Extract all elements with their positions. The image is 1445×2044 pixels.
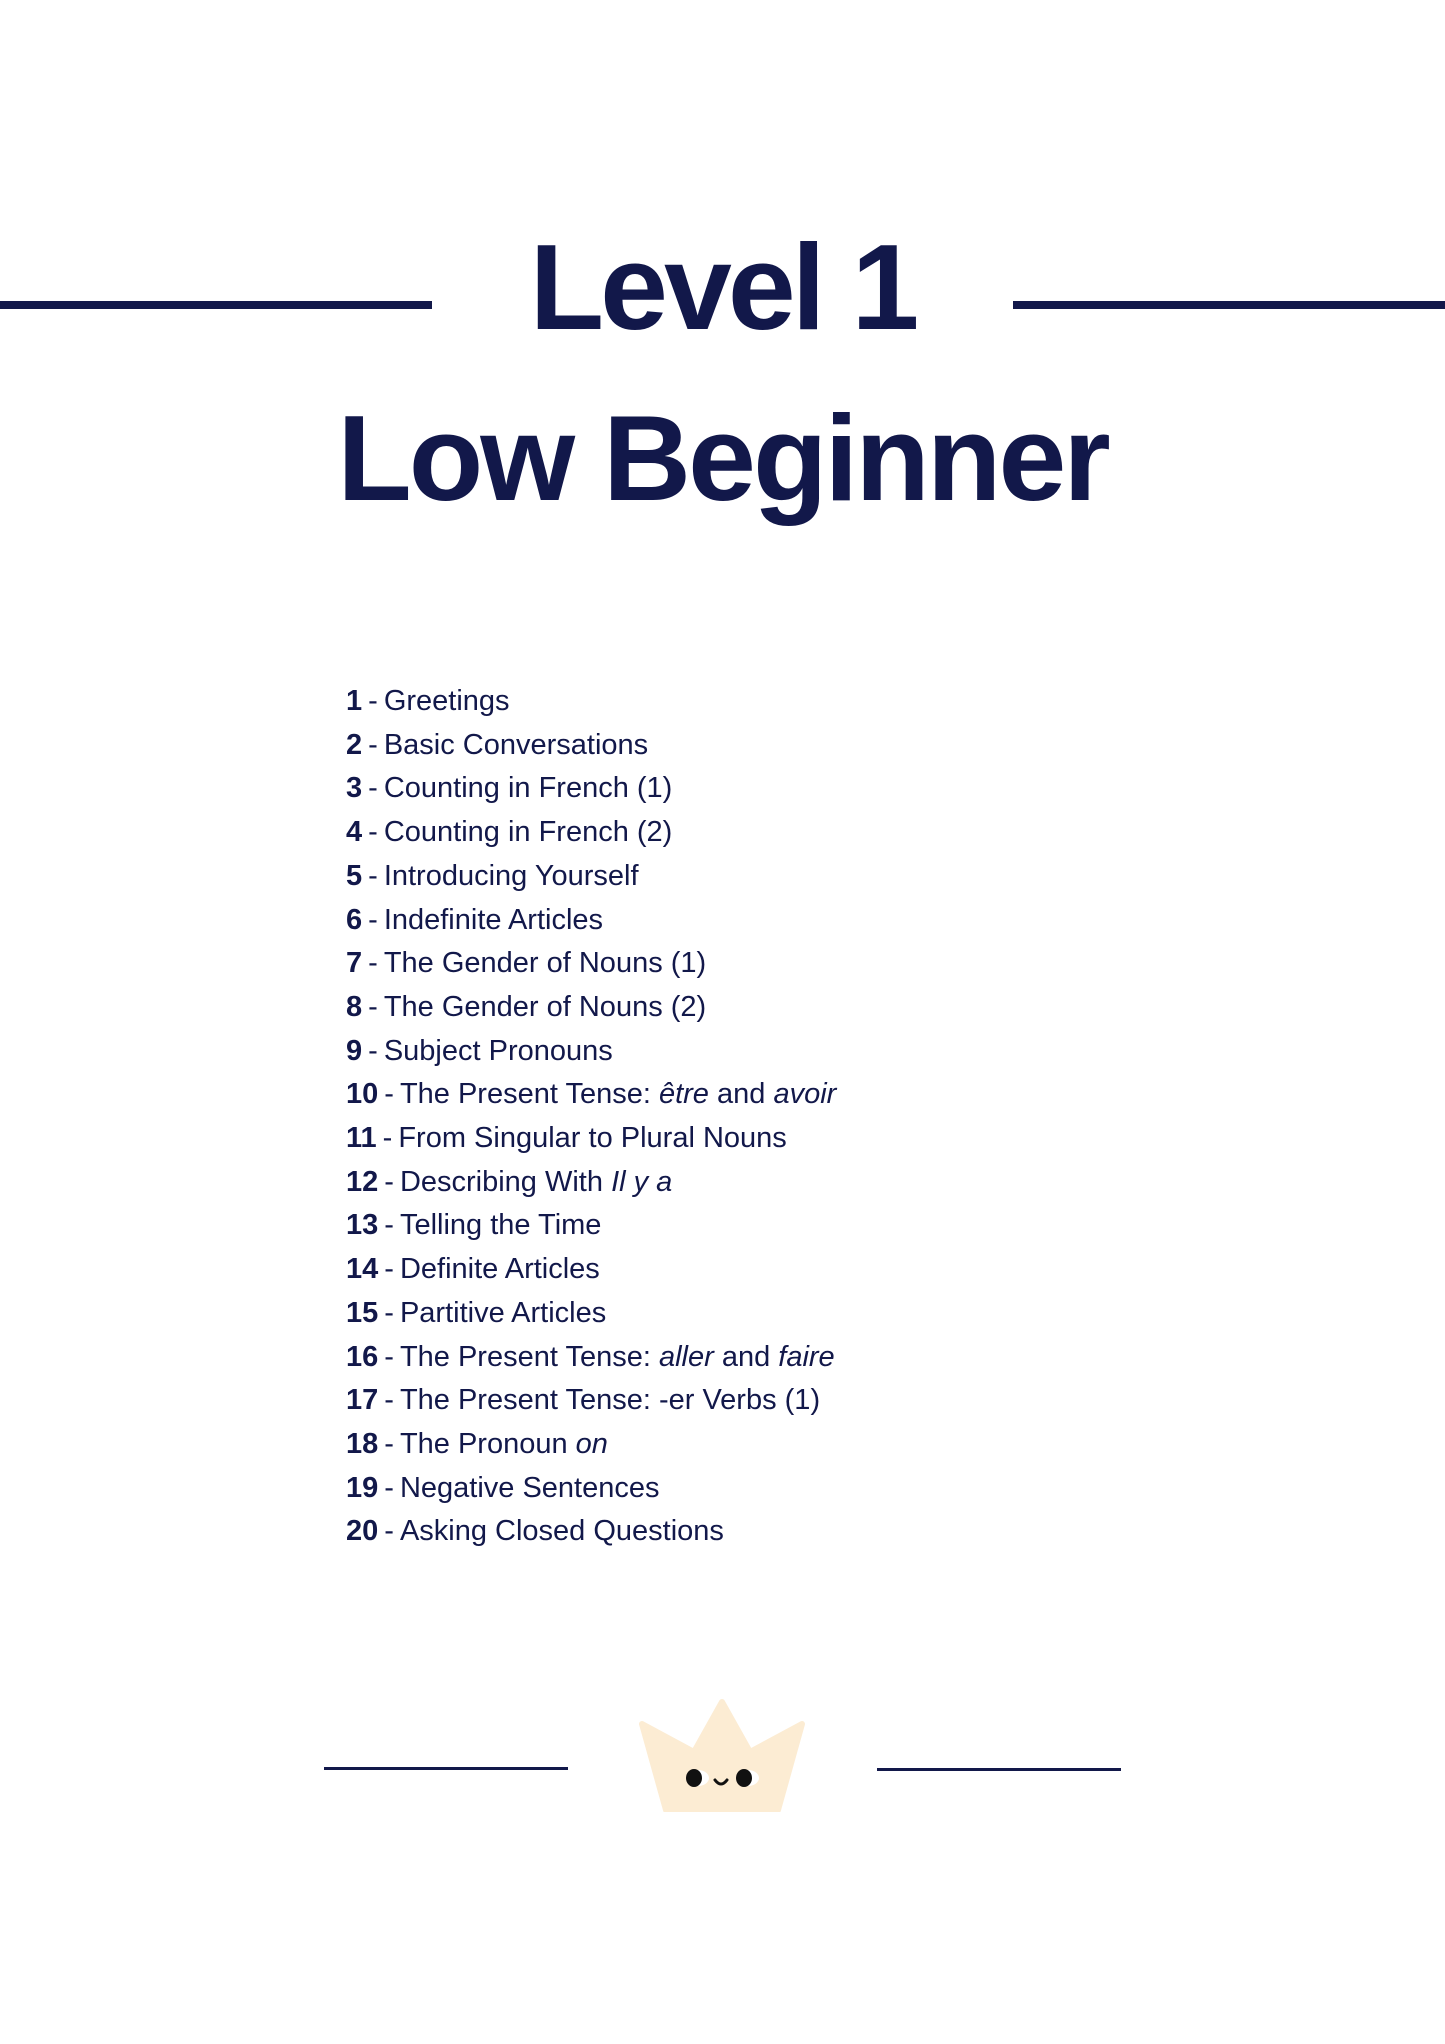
lesson-title: Greetings [383,685,510,717]
lesson-item [346,855,836,899]
lesson-number: 6 [346,903,363,936]
lesson-separator: - [384,1253,394,1286]
lesson-number: 13 [346,1209,379,1242]
lesson-title: The Gender of Nouns (1) [383,947,707,980]
lesson-list [346,680,836,1554]
lesson-title-italic: faire [778,1340,835,1373]
lesson-title: The Present Tense: [399,1078,659,1111]
lesson-item [346,724,836,768]
lesson-title: Telling the Time [399,1209,602,1242]
lesson-number: 1 [346,685,363,717]
lesson-separator: - [368,772,378,805]
lesson-separator: - [384,1078,394,1111]
lesson-title: Counting in French (1) [383,772,673,805]
lesson-title: Asking Closed Questions [399,1515,724,1548]
lesson-number: 18 [346,1427,379,1460]
lesson-title: Basic Conversations [383,728,649,761]
lesson-separator: - [368,728,378,761]
lesson-title: The Pronoun [399,1427,576,1460]
lesson-title-italic: avoir [773,1078,837,1111]
lesson-item [346,811,836,855]
lesson-item [346,986,836,1030]
lesson-title: and [708,1078,774,1111]
lesson-item [346,1117,836,1161]
lesson-title-italic: on [575,1427,608,1460]
lesson-number: 19 [346,1471,379,1504]
lesson-number: 9 [346,1034,363,1067]
lesson-title: The Present Tense: [399,1340,659,1373]
lesson-separator: - [384,1340,394,1373]
lesson-title: Introducing Yourself [383,859,639,892]
lesson-separator: - [382,1122,393,1155]
lesson-number: 20 [346,1515,379,1548]
lesson-separator: - [384,1471,394,1504]
lesson-number: 15 [346,1296,379,1329]
lesson-title-italic: aller [658,1340,714,1373]
level-subtitle: Low Beginner [337,390,1108,526]
lesson-separator: - [368,903,378,936]
lesson-item [346,942,836,986]
lesson-title: Counting in French (2) [383,816,673,849]
lesson-item [346,680,836,724]
lesson-item [346,1161,836,1205]
lesson-item [346,1030,836,1074]
crown-mascot-icon [636,1694,808,1812]
footer-divider-right [877,1768,1121,1771]
lesson-title: From Singular to Plural Nouns [398,1122,787,1155]
lesson-number: 16 [346,1340,379,1373]
lesson-number: 10 [346,1078,379,1111]
lesson-separator: - [368,859,378,892]
lesson-title: Partitive Articles [399,1296,607,1329]
lesson-separator: - [384,1296,394,1329]
lesson-title: Definite Articles [399,1253,600,1286]
lesson-item [346,1423,836,1467]
lesson-separator: - [384,1384,394,1417]
lesson-title: The Gender of Nouns (2) [383,990,707,1023]
lesson-item [346,1336,836,1380]
lesson-separator: - [368,816,378,849]
lesson-number: 5 [346,859,363,892]
lesson-separator: - [368,990,378,1023]
lesson-title: The Present Tense: -er Verbs (1) [399,1384,821,1417]
lesson-item [346,1073,836,1117]
lesson-separator: - [368,947,378,980]
lesson-title: Subject Pronouns [383,1034,613,1067]
lesson-number: 14 [346,1253,379,1286]
lesson-separator: - [384,1515,394,1548]
lesson-number: 12 [346,1165,379,1198]
lesson-separator: - [368,685,378,717]
lesson-separator: - [384,1209,394,1242]
lesson-item [346,899,836,943]
lesson-number: 3 [346,772,363,805]
footer-divider-left [324,1767,568,1770]
lesson-number: 8 [346,990,363,1023]
lesson-separator: - [368,1034,378,1067]
lesson-title: and [713,1340,779,1373]
lesson-item [346,1204,836,1248]
lesson-separator: - [384,1427,394,1460]
lesson-number: 4 [346,816,363,849]
lesson-number: 2 [346,728,363,761]
lesson-item [346,1379,836,1423]
lesson-item [346,1510,836,1554]
lesson-title: Indefinite Articles [383,903,604,936]
lesson-title: Describing With [399,1165,612,1198]
lesson-title-italic: Il y a [611,1165,673,1198]
lesson-item [346,1467,836,1511]
lesson-title-italic: être [658,1078,709,1111]
lesson-number: 17 [346,1384,379,1417]
lesson-number: 7 [346,947,363,980]
lesson-title: Negative Sentences [399,1471,660,1504]
lesson-number: 11 [346,1122,377,1155]
lesson-item [346,1248,836,1292]
level-title: Level 1 [529,219,916,355]
lesson-item [346,767,836,811]
lesson-separator: - [384,1165,394,1198]
lesson-item [346,1292,836,1336]
